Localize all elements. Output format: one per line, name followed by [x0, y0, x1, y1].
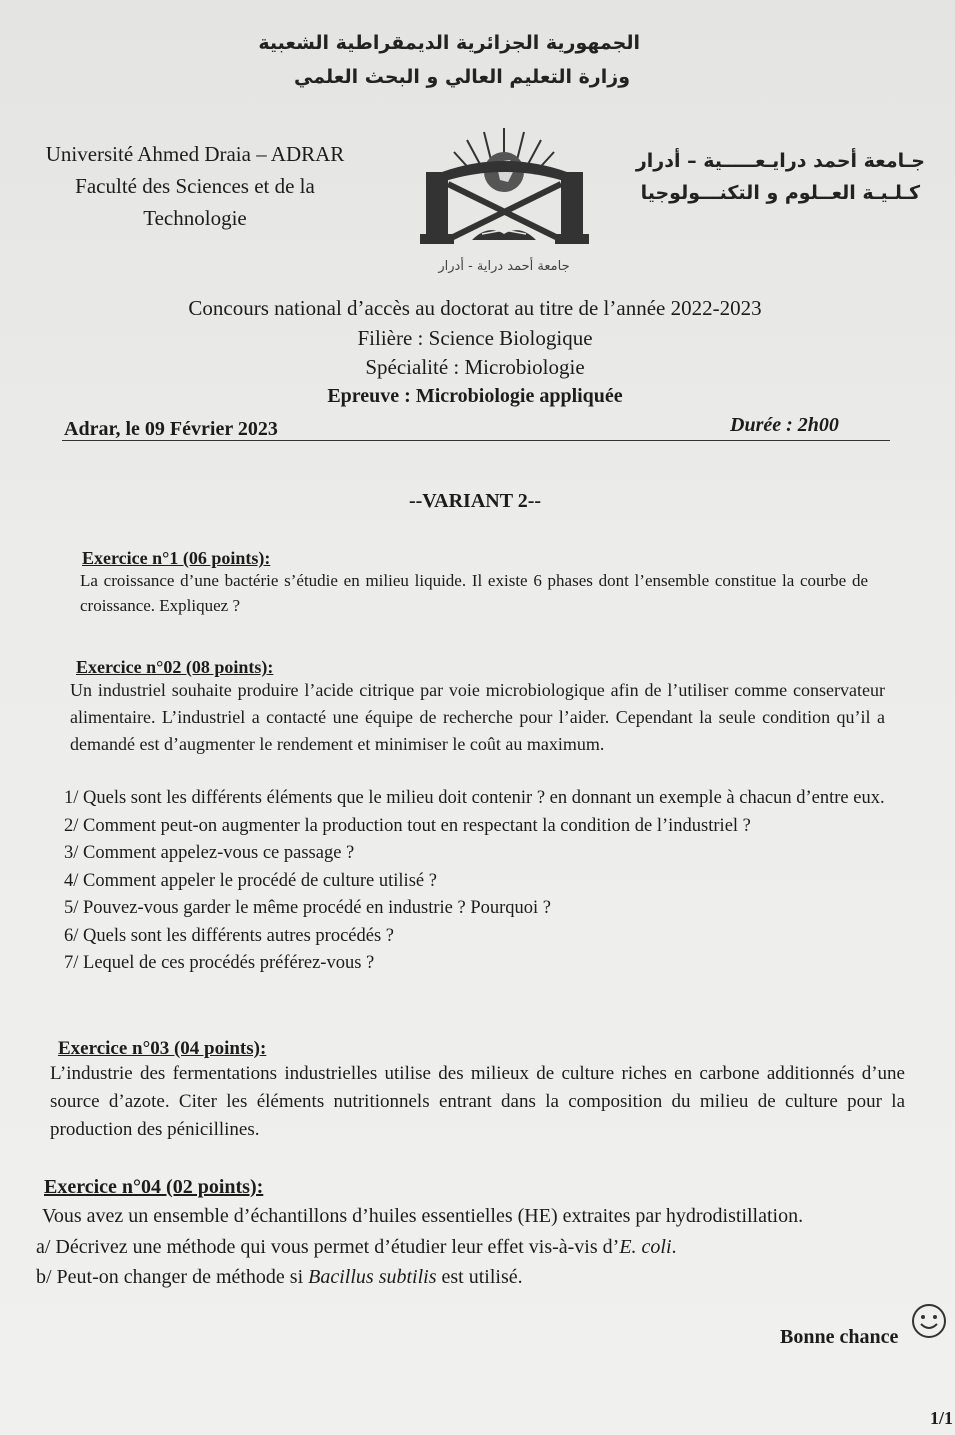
university-logo [412, 122, 597, 277]
faculty-line-2: Technologie [143, 206, 247, 230]
exercise-1-text: La croissance d’une bactérie s’étudie en milieu liquide. Il existe 6 phases dont l’ensemble constitue la courbe de croissance. Expliquez ? [80, 571, 868, 615]
logo-emblem [412, 122, 597, 277]
question-item: 5/ Pouvez-vous garder le même procédé en industrie ? Pourquoi ? [64, 898, 552, 918]
question-item: 3/ Comment appelez-vous ce passage ? [64, 843, 355, 863]
exercise-4-question-a [36, 1236, 677, 1259]
filiere: Filière : Science Biologique [357, 326, 593, 350]
variant-label: --VARIANT 2-- [408, 490, 542, 512]
exercise-4-question-b [36, 1266, 523, 1289]
place-date: Adrar, le 09 Février 2023 [64, 418, 278, 440]
faculty-arabic: كـلـيـة العــلوم و التكنـــولوجيا [640, 182, 920, 204]
faculty-line-1: Faculté des Sciences et de la [75, 174, 315, 198]
question-item: 2/ Comment peut-on augmenter la production tout en respectant la condition de l’industriel ? [64, 815, 751, 836]
contest-title: Concours national d’accès au doctorat au titre de l’année 2022-2023 [188, 296, 762, 320]
question-item: 7/ Lequel de ces procédés préférez-vous ? [64, 953, 375, 973]
exercise-4-title: Exercice n°04 (02 points): [44, 1176, 264, 1198]
epreuve: Epreuve : Microbiologie appliquée [327, 385, 623, 407]
logo-caption: جامعة أحمد دراية - أدرار [438, 259, 570, 274]
exercise-2-title: Exercice n°02 (08 points): [76, 657, 274, 677]
ministry-arabic: وزارة التعليم العالي و البحث العلمي [294, 66, 630, 88]
page-number: 1/1 [930, 1408, 954, 1428]
question-item: 1/ Quels sont les différents éléments que le milieu doit contenir ? en donnant un exemple à chacun d’entre eux. [64, 788, 885, 808]
duration: Durée : 2h00 [730, 414, 839, 436]
species-name: E. coli [619, 1236, 672, 1258]
exercise-4-text: Vous avez un ensemble d’échantillons d’huiles essentielles (HE) extraites par hydrodistillation. [42, 1205, 804, 1227]
question-b-end: est utilisé. [436, 1266, 523, 1288]
exercise-3-text: L’industrie des fermentations industrielles utilise des milieux de culture riches en carbone additionnés d’une source d’azote. Citer les éléments nutritionnels entrant dans la composition du milieu de culture pour la production des pénicillines. [50, 1063, 905, 1140]
species-name: Bacillus subtilis [308, 1266, 437, 1288]
closing-text: Bonne chance [780, 1326, 899, 1348]
header-divider [62, 440, 890, 441]
republic-arabic: الجمهورية الجزائرية الديمقراطية الشعبية [258, 32, 640, 54]
question-a-text: a/ Décrivez une méthode qui vous permet d’étudier leur effet vis-à-vis d’ [36, 1236, 620, 1258]
university-name [30, 138, 360, 234]
question-b-text: b/ Peut-on changer de méthode si [36, 1266, 309, 1288]
exercise-2-questions [64, 785, 894, 978]
specialite: Spécialité : Microbiologie [365, 355, 585, 379]
question-item: 4/ Comment appeler le procédé de culture utilisé ? [64, 870, 437, 891]
exercise-1-title: Exercice n°1 (06 points): [82, 548, 271, 568]
university-label: Université Ahmed Draia – ADRAR [45, 142, 345, 166]
exercise-2-text: Un industriel souhaite produire l’acide citrique par voie microbiologique afin de l’utiliser comme conservateur alimentaire. L’industriel a contacté une équipe de recherche pour l’aider. Cependant la seule condition qu’il a demandé est d’augmenter le rendement et minimiser le coût au maximum. [70, 680, 885, 754]
exercise-3-title: Exercice n°03 (04 points): [58, 1038, 267, 1059]
university-arabic: جـامعة أحمد درايـعـــــية – أدرار [635, 150, 925, 172]
question-a-end: . [671, 1236, 677, 1258]
smiley-icon [910, 1302, 948, 1340]
question-item: 6/ Quels sont les différents autres procédés ? [64, 925, 394, 946]
